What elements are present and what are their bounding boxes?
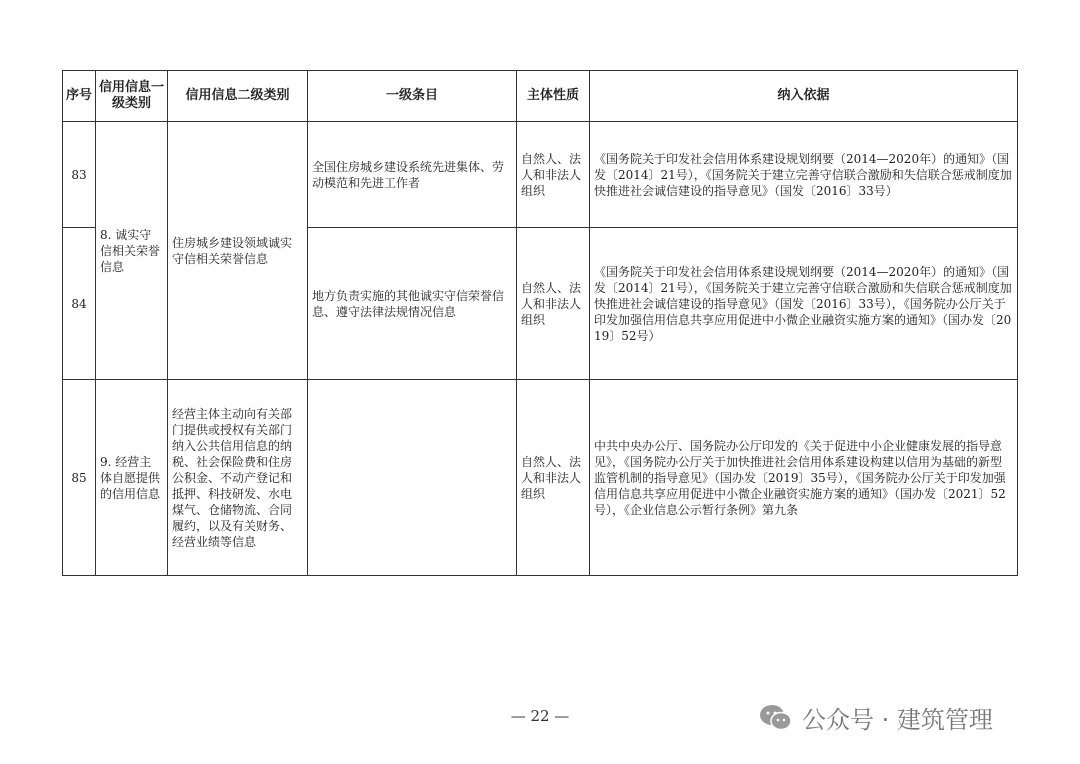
watermark-text: 公众号 · 建筑管理 — [802, 706, 993, 734]
table-row — [63, 122, 1018, 228]
page-number: — 22 — — [510, 707, 570, 725]
nature-cell: 自然人、法人和非法人组织 — [517, 380, 590, 576]
category-1-cell: 8. 诚实守信相关荣誉信息 — [96, 122, 168, 380]
header-nature: 主体性质 — [517, 71, 590, 122]
basis-cell: 中共中央办公厅、国务院办公厅印发的《关于促进中小企业健康发展的指导意见》，《国务院办公厅关于加快推进社会信用体系建设构建以信用为基础的新型监管机制的指导意见》（国办发〔2019〕35号），《国务院办公厅关于印发加强信用信息共享应用促进中小微企业融资实施方案的通知》（国办发〔2021〕52号），《企业信息公示暂行条例》第九条 — [590, 380, 1018, 576]
row-number: 85 — [63, 380, 96, 576]
basis-cell: 《国务院关于印发社会信用体系建设规划纲要（2014—2020年）的通知》（国发〔2014〕21号），《国务院关于建立完善守信联合激励和失信联合惩戒制度加快推进社会诚信建设的指导意见》（国发〔2016〕33号） — [590, 122, 1018, 228]
row-number: 84 — [63, 228, 96, 380]
item-cell: 全国住房城乡建设系统先进集体、劳动模范和先进工作者 — [308, 122, 517, 228]
row-number: 83 — [63, 122, 96, 228]
table-row — [63, 380, 1018, 576]
category-2-cell: 住房城乡建设领域诚实守信相关荣誉信息 — [168, 122, 308, 380]
nature-cell: 自然人、法人和非法人组织 — [517, 122, 590, 228]
nature-cell: 自然人、法人和非法人组织 — [517, 228, 590, 380]
item-cell — [308, 380, 517, 576]
table-header-row — [63, 71, 1018, 122]
header-basis: 纳入依据 — [590, 71, 1018, 122]
header-category-2: 信用信息二级类别 — [168, 71, 308, 122]
header-category-1: 信用信息一级类别 — [96, 71, 168, 122]
header-seq: 序号 — [63, 71, 96, 122]
category-1-cell: 9. 经营主体自愿提供的信用信息 — [96, 380, 168, 576]
credit-info-table — [62, 70, 1018, 576]
header-item: 一级条目 — [308, 71, 517, 122]
category-2-cell: 经营主体主动向有关部门提供或授权有关部门纳入公共信用信息的纳税、社会保险费和住房公积金、不动产登记和抵押、科技研发、水电煤气、仓储物流、合同履约，以及有关财务、经营业绩等信息 — [168, 380, 308, 576]
watermark — [758, 700, 993, 735]
wechat-icon — [758, 703, 794, 733]
item-cell: 地方负责实施的其他诚实守信荣誉信息、遵守法律法规情况信息 — [308, 228, 517, 380]
basis-cell: 《国务院关于印发社会信用体系建设规划纲要（2014—2020年）的通知》（国发〔2014〕21号），《国务院关于建立完善守信联合激励和失信联合惩戒制度加快推进社会诚信建设的指导意见》（国发〔2016〕33号），《国务院办公厅关于印发加强信用信息共享应用促进中小微企业融资实施方案的通知》（国办发〔2019〕52号） — [590, 228, 1018, 380]
